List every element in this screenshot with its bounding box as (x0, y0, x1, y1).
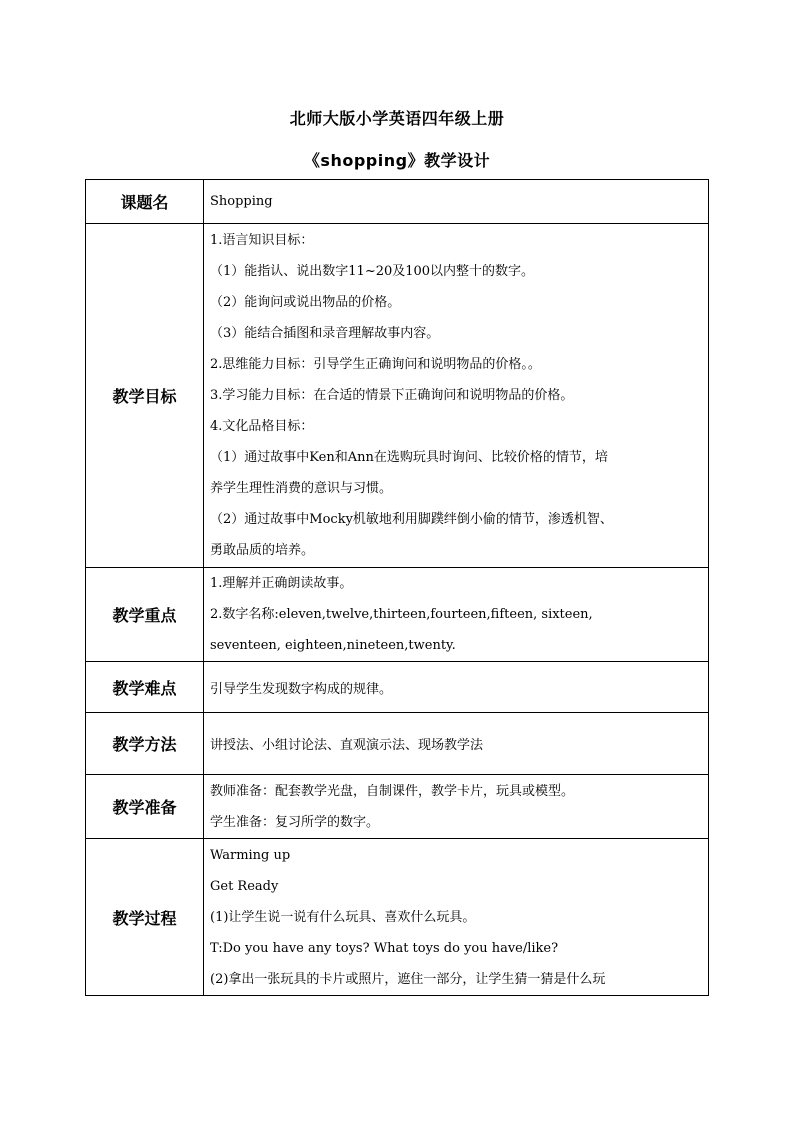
objectives-line: （2）通过故事中Mocky机敏地利用脚蹼绊倒小偷的情节，渗透机智、 (210, 512, 613, 527)
topic-value: Shopping (204, 180, 709, 224)
process-line: Get Ready (210, 878, 279, 894)
key-points-line: seventeen, eighteen,nineteen,twenty. (210, 638, 456, 653)
objectives-line: （3）能结合插图和录音理解故事内容。 (210, 326, 440, 341)
process-line: Warming up (210, 847, 291, 863)
table-row-difficulties (86, 662, 709, 713)
objectives-line: （1）通过故事中Ken和Ann在选购玩具时询问、比较价格的情节，培 (210, 450, 608, 465)
process-line: T:Do you have any toys? What toys do you have/like? (210, 940, 559, 956)
objectives-line: （2）能询问或说出物品的价格。 (210, 295, 401, 310)
key-points-line: 2.数字名称:eleven,twelve,thirteen,fourteen,fifteen, sixteen, (210, 607, 593, 622)
preparation-line: 学生准备：复习所学的数字。 (210, 814, 380, 830)
preparation-content (204, 775, 709, 839)
objectives-line: （1）能指认、说出数字11~20及100以内整十的数字。 (210, 264, 535, 279)
table-row-topic (86, 180, 709, 224)
table-row-process (86, 839, 709, 996)
table-row-preparation (86, 775, 709, 839)
topic-label: 课题名 (86, 180, 204, 224)
objectives-line: 3.学习能力目标：在合适的情景下正确询问和说明物品的价格。 (210, 388, 574, 403)
objectives-line: 2.思维能力目标：引导学生正确询问和说明物品的价格。。 (210, 357, 541, 372)
table-row-key-points (86, 568, 709, 662)
lesson-plan-table (85, 179, 709, 996)
key-points-label: 教学重点 (86, 568, 204, 662)
key-points-content (204, 568, 709, 662)
process-content (204, 839, 709, 996)
objectives-line: 养学生理性消费的意识与习惯。 (210, 481, 393, 496)
key-points-line: 1.理解并正确朗读故事。 (210, 576, 353, 591)
process-line: (1)让学生说一说有什么玩具、喜欢什么玩具。 (210, 909, 476, 925)
table-row-methods (86, 713, 709, 775)
methods-value: 讲授法、小组讨论法、直观演示法、现场教学法 (204, 713, 709, 775)
preparation-label: 教学准备 (86, 775, 204, 839)
document-title: 北师大版小学英语四年级上册 (289, 109, 505, 128)
difficulties-value: 引导学生发现数字构成的规律。 (204, 662, 709, 713)
objectives-line: 勇敢品质的培养。 (210, 543, 315, 558)
document-subtitle: 《shopping》教学设计 (303, 151, 491, 170)
objectives-line: 1.语言知识目标： (210, 233, 314, 248)
process-line: (2)拿出一张玩具的卡片或照片，遮住一部分，让学生猜一猜是什么玩 (210, 971, 606, 987)
table-row-objectives (86, 224, 709, 568)
objectives-line: 4.文化品格目标： (210, 419, 314, 434)
objectives-label: 教学目标 (86, 224, 204, 568)
process-label: 教学过程 (86, 839, 204, 996)
preparation-line: 教师准备：配套教学光盘，自制课件，教学卡片，玩具或模型。 (210, 783, 575, 799)
objectives-content (204, 224, 709, 568)
methods-label: 教学方法 (86, 713, 204, 775)
difficulties-label: 教学难点 (86, 662, 204, 713)
